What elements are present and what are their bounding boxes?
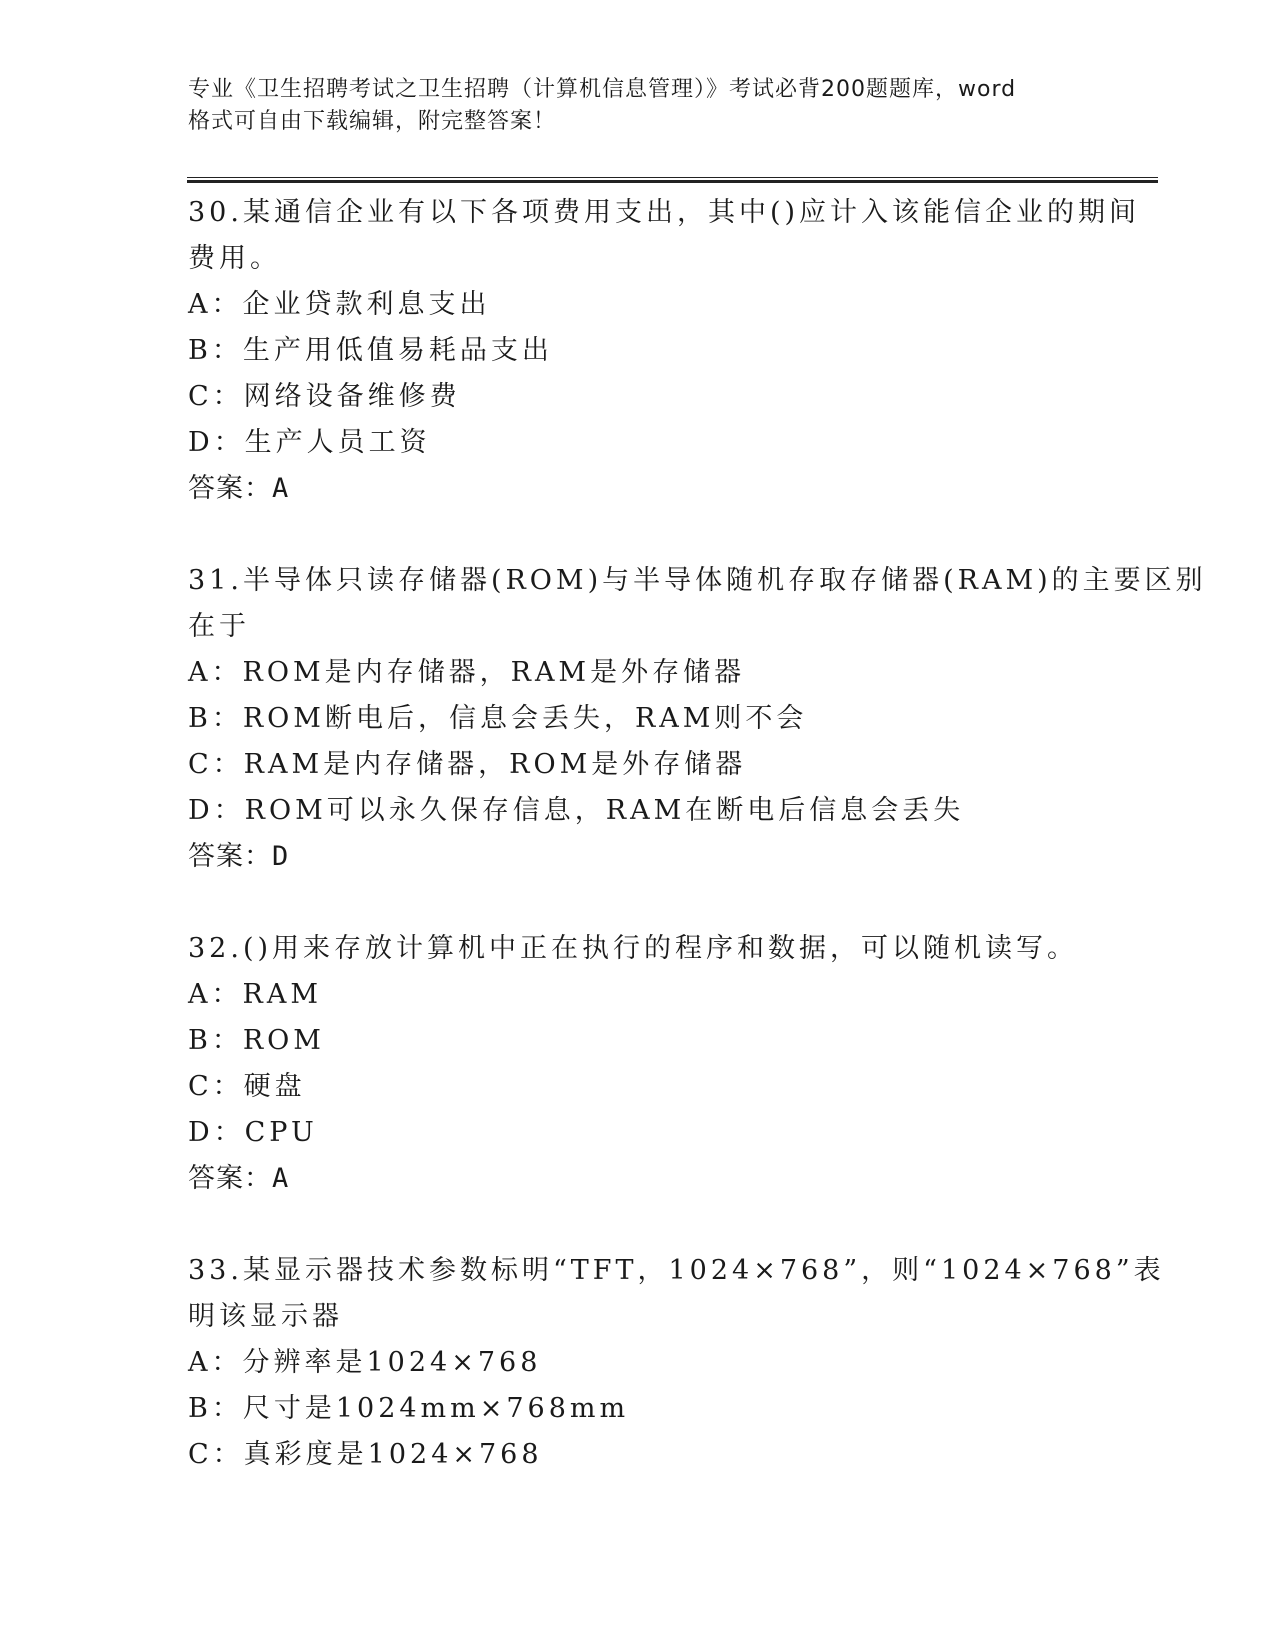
answer-label: 答案： — [188, 473, 272, 504]
question-stem-line: 31.半导体只读存储器(ROM)与半导体随机存取存储器(RAM)的主要区别 — [188, 565, 1207, 596]
question-stem-line: 明该显示器 — [188, 1301, 343, 1332]
spacer — [188, 1202, 1088, 1248]
answer-value: A — [272, 473, 290, 504]
option-d: D：生产人员工资 — [188, 427, 431, 458]
spacer — [188, 880, 1088, 926]
option-a: A：分辨率是1024×768 — [188, 1347, 542, 1378]
question-stem-line: 30.某通信企业有以下各项费用支出，其中()应计入该能信企业的期间 — [188, 197, 1141, 228]
header-line-2: 格式可自由下载编辑，附完整答案！ — [188, 109, 557, 134]
option-b: B：ROM — [188, 1025, 325, 1056]
question-stem-line: 费用。 — [188, 243, 281, 274]
spacer — [188, 512, 1088, 558]
question-list — [188, 190, 1207, 1478]
answer-value: A — [272, 1163, 290, 1194]
answer-line — [188, 834, 1088, 880]
header-divider-thick — [187, 180, 1158, 183]
option-d: D：ROM可以永久保存信息，RAM在断电后信息会丢失 — [188, 795, 965, 826]
option-d: D：CPU — [188, 1117, 318, 1148]
option-b: B：ROM断电后，信息会丢失，RAM则不会 — [188, 703, 808, 734]
question-stem-line: 33.某显示器技术参数标明“TFT，1024×768”，则“1024×768”表 — [188, 1255, 1165, 1286]
document-header — [188, 74, 1088, 138]
answer-label: 答案： — [188, 841, 272, 872]
answer-label: 答案： — [188, 1163, 272, 1194]
question-33 — [188, 1248, 1165, 1478]
option-a: A：RAM — [188, 979, 322, 1010]
option-c: C：真彩度是1024×768 — [188, 1439, 543, 1470]
header-divider-thin — [187, 177, 1158, 178]
option-a: A：企业贷款利息支出 — [188, 289, 491, 320]
answer-line — [188, 466, 1088, 512]
question-stem-line: 32.()用来存放计算机中正在执行的程序和数据，可以随机读写。 — [188, 933, 1079, 964]
answer-line — [188, 1156, 1088, 1202]
option-b: B：生产用低值易耗品支出 — [188, 335, 553, 366]
question-32 — [188, 926, 1088, 1202]
option-c: C：RAM是内存储器，ROM是外存储器 — [188, 749, 747, 780]
question-31 — [188, 558, 1207, 880]
option-b: B：尺寸是1024mm×768mm — [188, 1393, 630, 1424]
answer-value: D — [272, 841, 290, 872]
question-stem-line: 在于 — [188, 611, 250, 642]
option-c: C：硬盘 — [188, 1071, 306, 1102]
option-a: A：ROM是内存储器，RAM是外存储器 — [188, 657, 746, 688]
option-c: C：网络设备维修费 — [188, 381, 461, 412]
question-30 — [188, 190, 1141, 512]
header-line-1: 专业《卫生招聘考试之卫生招聘（计算机信息管理）》考试必背200题题库，word — [188, 77, 1017, 102]
